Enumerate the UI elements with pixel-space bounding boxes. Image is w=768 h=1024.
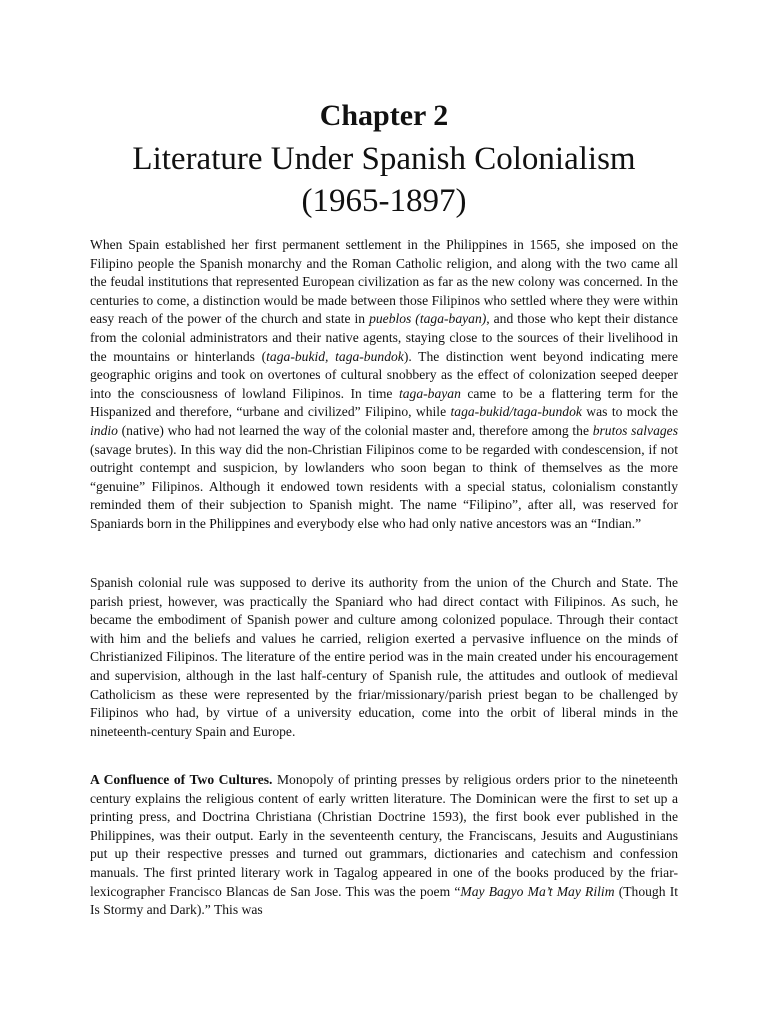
- italic-term: taga-bukid, taga-bundok: [266, 348, 404, 364]
- paragraph-3: [90, 771, 678, 920]
- text-run: came to be a flattering term for the Hispanized and therefore, “urbane and civilized” Filipino, while: [90, 385, 678, 420]
- text-run: ). The distinction went beyond indicating mere geographic origins and took on overtones of cultural snobbery as the effect of colonization seeped deeper into the consciousness of lowland Filipinos. In time: [90, 348, 678, 401]
- italic-term: brutos salvages: [592, 422, 678, 438]
- section-heading: A Confluence of Two Cultures.: [90, 772, 273, 787]
- italic-term: taga-bukid/taga-bundok: [450, 404, 582, 420]
- text-run: (native) who had not learned the way of the colonial master and, therefore among the: [117, 422, 593, 438]
- text-run: Monopoly of printing presses by religious orders prior to the nineteenth century explains the religious content of early written literature. The Dominican were the first to set up a printing press, and Doctrina Christiana (Christian Doctrine 1593), the first book ever published in the Philippines, was their output. Early in the seventeenth century, the Franciscans, Jesuits and Augustinians put up their respective presses and turned out grammars, dictionaries and catechism and confession manuals. The first printed literary work in Tagalog appeared in one of the books produced by the friar-lexicographer Francisco Blancas de San Jose. This was the poem “: [90, 772, 678, 899]
- paragraph-1: [90, 236, 678, 534]
- text-run: (savage brutes). In this way did the non-Christian Filipinos come to be regarded with condescension, if not outright contempt and suspicion, by lowlanders who soon began to think of themselves as the more “genuine” Filipinos. Although it endowed town residents with a special status, colonialism constantly reminded them of their subjection to Spanish might. The name “Filipino”, after all, was reserved for Spaniards born in the Philippines and everybody else who had only native ancestors was an “Indian.”: [90, 441, 678, 531]
- italic-term: pueblos (taga-bayan): [369, 311, 487, 327]
- paragraph-2: Spanish colonial rule was supposed to derive its authority from the union of the Church and State. The parish priest, however, was practically the Spaniard who had direct contact with Filipinos. As such, he became the embodiment of Spanish power and culture among colonized populace. Through their contact with him and the beliefs and values he carried, religion exerted a pervasive influence on the minds of Christianized Filipinos. The literature of the entire period was in the main created under his encouragement and supervision, although in the last half-century of Spanish rule, the attitudes and outlook of medieval Catholicism as these were represented by the friar/missionary/parish priest began to be challenged by Filipinos who had, by virtue of a university education, come into the orbit of liberal minds in the nineteenth-century Spain and Europe.: [90, 575, 678, 739]
- italic-term: indio: [90, 422, 118, 438]
- chapter-years: (1965-1897): [301, 183, 467, 219]
- text-run: , and those who kept their distance from the colonial administrators and their native agents, staying close to the sources of their livelihood in the mountains or hinterlands (: [90, 311, 679, 364]
- chapter-number: Chapter 2: [319, 99, 449, 132]
- text-run: was to mock the: [581, 404, 678, 420]
- text-run: (Though It Is Stormy and Dark).” This was: [90, 883, 678, 918]
- text-run: When Spain established her first permanent settlement in the Philippines in 1565, she imposed on the Filipino people the Spanish monarchy and the Roman Catholic religion, and along with the two came all the feudal institutions that represented European civilization as far as the new colony was concerned. In the centuries to come, a distinction would be made between those Filipinos who settled where they were within easy reach of the power of the church and state in: [90, 237, 678, 327]
- italic-term: taga-bayan: [398, 385, 461, 401]
- italic-poem-title: May Bagyo Ma’t May Rilim: [460, 883, 615, 899]
- chapter-title: Literature Under Spanish Colonialism: [132, 141, 636, 177]
